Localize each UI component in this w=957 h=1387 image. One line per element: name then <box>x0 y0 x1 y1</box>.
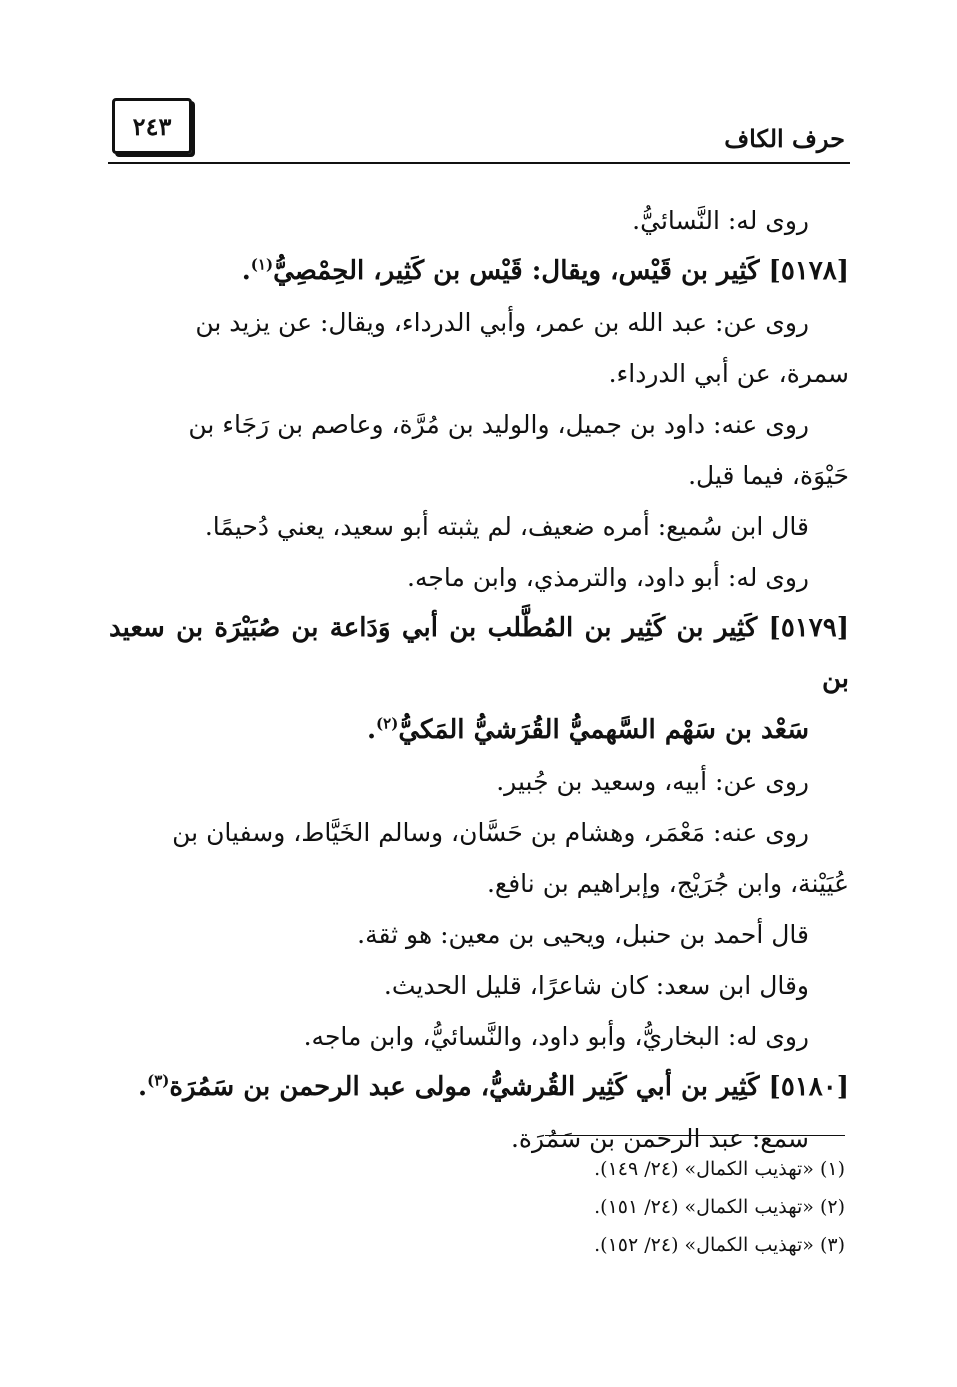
footnote: (١) «تهذيب الكمال» (٢٤/ ١٤٩). <box>594 1158 845 1180</box>
entry-heading-5179-cont: سَعْد بن سَهْم السَّهميُّ القُرَشيُّ المَكيُّ$^{(٢)}$. <box>366 714 809 745</box>
text-line: سمرة، عن أبي الدرداء. <box>608 359 849 388</box>
text-line: وقال ابن سعد: كان شاعرًا، قليل الحديث. <box>383 971 809 1000</box>
footnote-ref: (١) <box>250 255 274 274</box>
entry-heading-5178: [٥١٧٨] كَثِير بن قَيْس، ويقال: قَيْس بن كَثِير، الحِمْصِيُّ$^{(١)}$. <box>241 255 849 286</box>
text-line: حَيْوَة، فيما قيل. <box>688 461 849 490</box>
footnote-ref: (٣) <box>147 1071 170 1090</box>
footnote: (٣) «تهذيب الكمال» (٢٤/ ١٥٢). <box>594 1234 845 1256</box>
entry-heading-5179: [٥١٧٩] كَثِير بن كَثِير بن المُطَّلب بن أبي وَدَاعة بن صُبَيْرَة بن سعيد بن <box>109 613 849 694</box>
text-line: روى عن: أبيه، وسعيد بن جُبير. <box>496 767 809 796</box>
text-line: روى عن: عبد الله بن عمر، وأبي الدرداء، ويقال: عن يزيد بن <box>195 308 809 337</box>
entry-heading-5180: [٥١٨٠] كَثِير بن أبي كَثِير القُرشيُّ، مولى عبد الرحمن بن سَمُرَة$^{(٣)}$. <box>138 1071 849 1102</box>
text-line: قال ابن سُميع: أمره ضعيف، لم يثبته أبو سعيد، يعني دُحيمًا. <box>204 512 809 541</box>
text-line: روى عنه: مَعْمَر، وهشام بن حَسَّان، وسالم الخَيَّاط، وسفيان بن <box>172 818 809 847</box>
text-line: عُيَيْنة، وابن جُرَيْج، وإبراهيم بن نافع. <box>486 869 849 898</box>
text-line: سمع: عبد الرحمن بن سَمُرَة. <box>510 1124 809 1153</box>
text-line: روى له: أبو داود، والترمذي، وابن ماجه. <box>407 563 809 592</box>
footnote: (٢) «تهذيب الكمال» (٢٤/ ١٥١). <box>594 1196 845 1218</box>
footnote-ref: (٢) <box>376 714 399 733</box>
text-line: روى له: النَّسائيُّ. <box>632 206 809 235</box>
text-line: قال أحمد بن حنبل، ويحيى بن معين: هو ثقة. <box>357 920 809 949</box>
page-number: ٢٤٣ <box>112 98 192 154</box>
footnotes <box>245 1150 845 1264</box>
text-line: روى عنه: داود بن جميل، والوليد بن مُرَّة، وعاصم بن رَجَاء بن <box>188 410 809 439</box>
header-rule <box>108 162 850 164</box>
running-head: حرف الكاف <box>724 124 845 153</box>
footnote-rule <box>545 1135 845 1136</box>
text-line: روى له: البخاريُّ، وأبو داود، والنَّسائيُّ، وابن ماجه. <box>303 1022 809 1051</box>
body-text <box>109 195 849 1164</box>
